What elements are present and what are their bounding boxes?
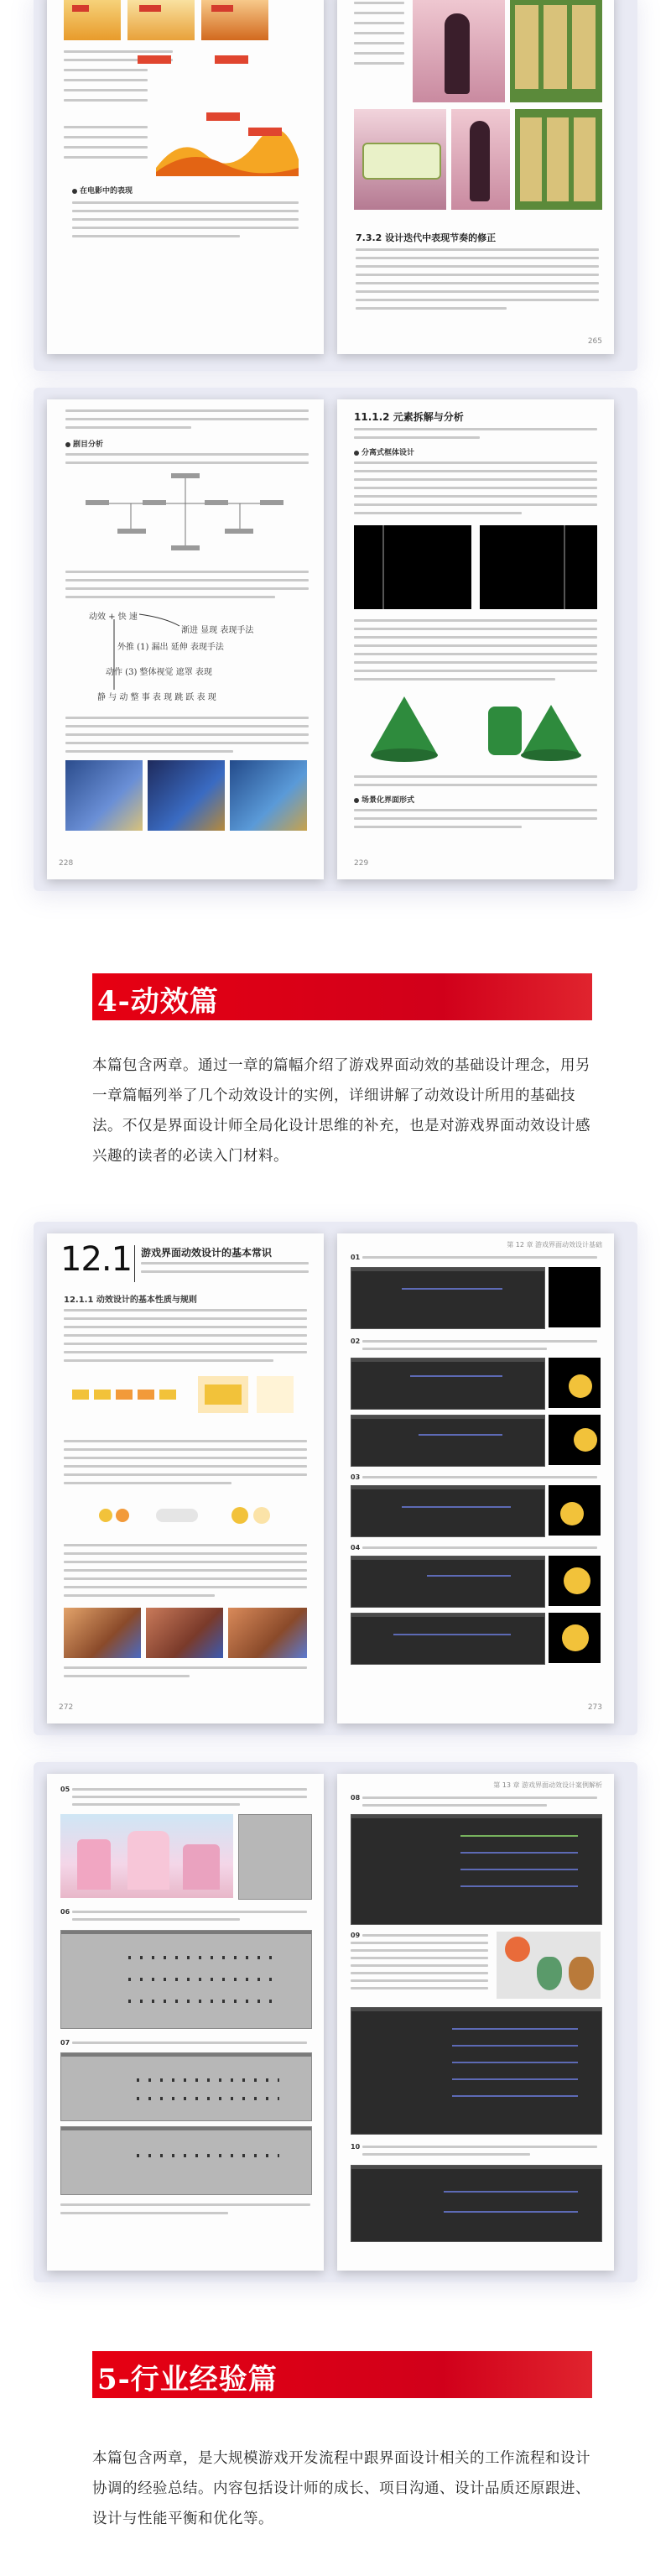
game-screenshot-character — [413, 0, 505, 102]
timeline-track — [452, 2028, 578, 2030]
text-line — [351, 1942, 488, 1944]
panel-tag-3 — [211, 5, 233, 12]
banner-title: 5-行业经验篇 — [97, 2363, 278, 2396]
text-line — [141, 1262, 309, 1265]
text-line — [72, 218, 299, 221]
step-label: 08 — [351, 1794, 361, 1802]
subsection-heading: 分离式框体设计 — [354, 446, 414, 457]
text-line — [362, 1256, 597, 1259]
frame-layout-diagram-2 — [480, 525, 597, 609]
text-line — [64, 1482, 231, 1484]
subsection-heading: 在电影中的表现 — [72, 185, 133, 196]
text-line — [64, 1465, 307, 1468]
text-line — [351, 1987, 488, 1989]
text-line — [362, 2146, 597, 2148]
step-label: 06 — [60, 1908, 70, 1916]
text-line — [354, 42, 404, 44]
text-line — [351, 1957, 488, 1959]
book-page-right — [337, 1233, 614, 1723]
text-line — [351, 1979, 488, 1982]
scene-building — [127, 1831, 169, 1890]
toolbar — [351, 1815, 601, 1818]
text-line — [64, 1309, 307, 1311]
potion-bottle — [537, 1957, 562, 1990]
text-line — [354, 826, 522, 828]
text-line — [354, 619, 597, 622]
text-line — [64, 156, 148, 159]
video-screenshot — [64, 1608, 141, 1658]
step-label: 03 — [351, 1473, 361, 1481]
timeline-screenshot — [351, 1415, 545, 1467]
timeline-track — [460, 1885, 578, 1887]
red-tag — [138, 55, 171, 64]
toolbar — [61, 2127, 311, 2130]
text-line — [64, 1326, 307, 1328]
text-line — [60, 2203, 310, 2206]
timeline-track — [410, 1375, 502, 1377]
keyframe-row — [128, 2000, 279, 2003]
layers-panel — [238, 1814, 312, 1900]
scene-building — [183, 1844, 220, 1890]
handwritten-label: 渐进 显现 表现手法 — [181, 626, 254, 635]
text-line — [64, 99, 148, 102]
wave-chart-illustration — [156, 109, 299, 176]
text-line — [354, 678, 555, 681]
timeline-track — [452, 2095, 578, 2097]
text-line — [72, 1911, 307, 1913]
book-page-right — [337, 1774, 614, 2271]
text-line — [72, 201, 299, 204]
potion-icons-panel — [497, 1932, 601, 1999]
text-line — [354, 62, 404, 65]
text-line — [362, 2153, 530, 2156]
flow-diagram — [81, 470, 290, 562]
step-label: 05 — [60, 1786, 70, 1793]
timeline-track — [444, 2211, 578, 2213]
book-page-right — [337, 399, 614, 879]
text-line — [64, 1440, 307, 1442]
handwritten-label: 动效 + 快 速 — [89, 613, 138, 622]
text-line — [362, 1796, 597, 1799]
animated-ball — [574, 1428, 597, 1452]
text-line — [354, 512, 522, 514]
handwritten-label: 静 与 动 整 事 表 现 跳 跃 表 现 — [97, 693, 216, 702]
timeline-track — [460, 1835, 578, 1837]
page-number: 272 — [59, 1703, 74, 1712]
timeline-track — [419, 1434, 502, 1436]
subsection-heading: 场景化界面形式 — [354, 794, 414, 805]
text-line — [64, 1569, 307, 1572]
toolbar — [351, 2166, 601, 2169]
page-number: 229 — [354, 859, 369, 868]
text-line — [362, 1476, 597, 1478]
chapter-number: 12.1 — [60, 1240, 133, 1279]
text-line — [354, 428, 597, 430]
text-line — [354, 470, 597, 472]
text-line — [65, 409, 309, 412]
text-line — [354, 661, 597, 664]
text-line — [354, 503, 597, 506]
timeline-track — [460, 1852, 578, 1854]
text-line — [64, 1351, 307, 1353]
video-screenshot — [146, 1608, 223, 1658]
text-line — [65, 742, 309, 744]
text-line — [356, 282, 599, 284]
timeline-track — [402, 1288, 502, 1290]
text-line — [354, 495, 597, 498]
text-line — [72, 1796, 307, 1798]
section-banner-5 — [92, 2351, 592, 2398]
text-line — [65, 725, 309, 727]
text-line — [362, 1348, 547, 1350]
text-line — [64, 1561, 307, 1563]
section-description: 本篇包含两章。通过一章的篇幅介绍了游戏界面动效的基础设计理念，用另一章篇幅列举了几个动效设计的实例，详细讲解了动效设计所用的基础技法。不仅是界面设计师全局化设计思维的补充，也是对游戏界面动效设计感兴趣的读者的必读入门材料。 — [92, 1057, 590, 1165]
text-line — [141, 1270, 309, 1273]
timeline-screenshot — [351, 1358, 545, 1410]
page-number: 273 — [587, 1703, 602, 1712]
red-tag — [215, 55, 248, 64]
step-label: 01 — [351, 1254, 361, 1261]
timeline-track — [452, 2078, 578, 2080]
toolbar — [351, 1614, 544, 1617]
text-line — [362, 1804, 547, 1807]
text-line — [354, 461, 597, 464]
text-line — [354, 436, 480, 439]
keyframe-row — [137, 2097, 279, 2100]
text-line — [362, 1546, 597, 1549]
chapter-divider — [134, 1245, 135, 1282]
text-line — [356, 307, 507, 310]
section-description: 本篇包含两章，是大规模游戏开发流程中跟界面设计相关的工作流程和设计协调的经验总结。内容包括设计师的成长、项目沟通、设计品质还原跟进、设计与性能平衡和优化等。 — [92, 2450, 590, 2527]
dialog-box — [362, 143, 441, 180]
text-line — [72, 1918, 240, 1921]
text-line — [64, 1473, 307, 1476]
text-line — [351, 1972, 488, 1974]
text-line — [60, 2212, 228, 2214]
game-screenshot — [230, 760, 307, 831]
text-line — [64, 89, 148, 91]
toolbar — [351, 1557, 544, 1560]
text-line — [354, 12, 404, 14]
timeline-track — [452, 2045, 578, 2047]
timeline-screenshot — [351, 1485, 545, 1537]
book-page-left — [47, 399, 324, 879]
text-line — [64, 69, 148, 71]
text-line — [354, 628, 597, 630]
text-line — [72, 2042, 307, 2044]
animated-ball — [562, 1624, 589, 1651]
shop-grid — [520, 117, 597, 201]
toolbar — [351, 2008, 601, 2011]
animation-diagram-1 — [72, 1373, 299, 1431]
animated-ball — [564, 1567, 590, 1594]
text-line — [354, 670, 597, 672]
text-line — [64, 1675, 190, 1677]
keyframe-row — [137, 2078, 279, 2082]
text-line — [64, 1359, 273, 1362]
text-line — [354, 487, 597, 489]
bullet-icon — [65, 442, 70, 447]
text-line — [64, 1317, 307, 1320]
subsection-heading: 12.1.1 动效设计的基本性质与规则 — [64, 1296, 197, 1305]
text-line — [354, 52, 404, 55]
step-label: 09 — [351, 1932, 361, 1939]
toolbar — [61, 2053, 311, 2057]
book-spread-3 — [34, 1222, 637, 1735]
running-header: 第 12 章 游戏界面动效设计基础 — [507, 1241, 602, 1249]
bullet-icon — [72, 189, 77, 194]
text-line — [72, 210, 299, 212]
text-line — [64, 1552, 307, 1555]
text-line — [65, 717, 309, 719]
potion-bottle — [505, 1937, 530, 1962]
preview-frame — [549, 1358, 601, 1408]
chapter-title: 游戏界面动效设计的基本常识 — [141, 1247, 273, 1259]
page-number: 228 — [59, 859, 74, 868]
timeline-screenshot — [351, 1556, 545, 1608]
text-line — [354, 775, 597, 778]
text-line — [356, 248, 599, 251]
text-line — [65, 596, 275, 598]
text-line — [65, 733, 309, 736]
game-screenshot — [65, 760, 143, 831]
text-line — [351, 1964, 488, 1967]
text-line — [64, 1448, 307, 1451]
timeline-track — [393, 1634, 511, 1635]
timeline-screenshot — [60, 1930, 312, 2029]
text-line — [65, 587, 309, 590]
text-line — [354, 817, 597, 820]
text-line — [64, 1343, 307, 1345]
bullet-icon — [354, 451, 359, 456]
toolbar — [351, 1268, 544, 1271]
text-line — [72, 1803, 240, 1806]
panel-tag-2 — [139, 5, 161, 12]
text-line — [354, 22, 404, 24]
animated-ball — [560, 1502, 584, 1525]
book-page-left — [47, 0, 324, 354]
character-figure — [445, 13, 470, 94]
text-line — [354, 644, 597, 647]
text-line — [64, 136, 148, 138]
keyframe-row — [128, 1956, 279, 1959]
text-line — [64, 50, 173, 53]
page-number: 265 — [587, 337, 602, 346]
preview-frame — [549, 1613, 601, 1663]
preview-frame — [549, 1415, 601, 1465]
step-label: 10 — [351, 2143, 361, 2151]
timeline-screenshot — [351, 1613, 545, 1665]
text-line — [72, 1788, 307, 1791]
timeline-track — [402, 1506, 511, 1508]
section-banner-4 — [92, 973, 592, 1020]
text-line — [356, 274, 599, 276]
frame-divider — [382, 525, 384, 609]
text-line — [64, 1586, 307, 1588]
book-spread-1 — [34, 0, 637, 371]
timeline-screenshot — [60, 2126, 312, 2195]
book-page-right — [337, 0, 614, 354]
text-line — [362, 1934, 488, 1937]
text-line — [65, 426, 191, 429]
text-line — [351, 1949, 488, 1952]
bullet-icon — [354, 798, 359, 803]
game-screenshot-character-2 — [451, 109, 510, 210]
timeline-screenshot — [351, 2165, 602, 2242]
book-spread-2 — [34, 388, 637, 891]
text-line — [354, 478, 597, 481]
text-line — [65, 579, 309, 581]
text-line — [64, 1594, 215, 1597]
text-line — [64, 146, 148, 149]
potion-bottle — [569, 1957, 594, 1990]
step-label: 02 — [351, 1338, 361, 1345]
text-line — [354, 636, 597, 639]
game-screenshot-shop — [510, 0, 602, 102]
preview-frame — [549, 1556, 601, 1606]
text-line — [64, 1334, 307, 1337]
game-screenshot-shop-2 — [515, 109, 602, 210]
timeline-track — [460, 1869, 578, 1870]
timeline-track — [444, 2191, 578, 2193]
green-cone-shapes-illustration — [354, 688, 597, 764]
animated-ball — [569, 1374, 592, 1398]
text-line — [65, 461, 309, 464]
toolbar — [351, 1358, 544, 1362]
text-line — [362, 1340, 597, 1343]
timeline-screenshot — [60, 2052, 312, 2121]
keyframe-row — [128, 1978, 279, 1981]
text-line — [64, 1666, 307, 1669]
text-line — [64, 1544, 307, 1546]
banner-title: 4-动效篇 — [97, 985, 219, 1019]
handwritten-diagram — [81, 606, 290, 707]
animation-diagram-2 — [72, 1495, 299, 1537]
text-line — [65, 418, 309, 420]
section-heading: 7.3.2 设计迭代中表现节奏的修正 — [356, 232, 497, 243]
timeline-track — [452, 2062, 578, 2063]
game-screenshot — [148, 760, 225, 831]
subsection-heading: 剧目分析 — [65, 438, 103, 449]
panel-tag-1 — [72, 5, 89, 12]
timeline-track — [427, 1575, 511, 1577]
text-line — [65, 571, 309, 573]
toolbar — [351, 1486, 544, 1489]
text-line — [65, 750, 233, 753]
keyframe-row — [137, 2154, 279, 2157]
text-line — [354, 653, 597, 655]
timeline-screenshot — [351, 2007, 602, 2135]
text-line — [65, 453, 309, 456]
text-line — [64, 1577, 307, 1580]
preview-frame — [549, 1267, 601, 1327]
video-screenshot — [228, 1608, 307, 1658]
timeline-screenshot — [351, 1267, 545, 1329]
book-page-left — [47, 1233, 324, 1723]
text-line — [356, 265, 599, 268]
game-screenshot-dialog — [354, 109, 446, 210]
frame-divider — [564, 525, 565, 609]
section-heading: 11.1.2 元素拆解与分析 — [354, 411, 464, 423]
text-line — [354, 809, 597, 811]
step-label: 07 — [60, 2039, 70, 2047]
book-spread-4 — [34, 1762, 637, 2282]
text-line — [356, 290, 599, 293]
illustration-stage-panel-2 — [127, 0, 195, 40]
handwritten-label: 动作 (3) 整体视觉 遮罩 表现 — [106, 668, 212, 677]
preview-frame — [549, 1485, 601, 1536]
handwritten-label: 外推 (1) 漏出 延伸 表现手法 — [117, 643, 224, 652]
text-line — [354, 784, 597, 786]
text-line — [64, 1457, 307, 1459]
text-line — [356, 257, 599, 259]
frame-layout-diagram-1 — [354, 525, 471, 609]
handwritten-arrows — [81, 606, 290, 707]
text-line — [64, 79, 148, 81]
toolbar — [351, 1416, 544, 1419]
game-scene-screenshot — [60, 1814, 233, 1898]
text-line — [356, 299, 599, 301]
step-label: 04 — [351, 1544, 361, 1551]
character-figure — [470, 121, 490, 201]
running-header: 第 13 章 游戏界面动效设计案例解析 — [493, 1781, 602, 1789]
text-line — [354, 32, 404, 34]
book-page-left — [47, 1774, 324, 2271]
text-line — [72, 235, 240, 237]
shop-grid — [515, 5, 597, 89]
text-line — [354, 2, 404, 4]
toolbar — [61, 1931, 311, 1934]
scene-building — [77, 1839, 111, 1890]
timeline-screenshot — [351, 1814, 602, 1925]
text-line — [64, 126, 148, 128]
text-line — [72, 227, 299, 229]
